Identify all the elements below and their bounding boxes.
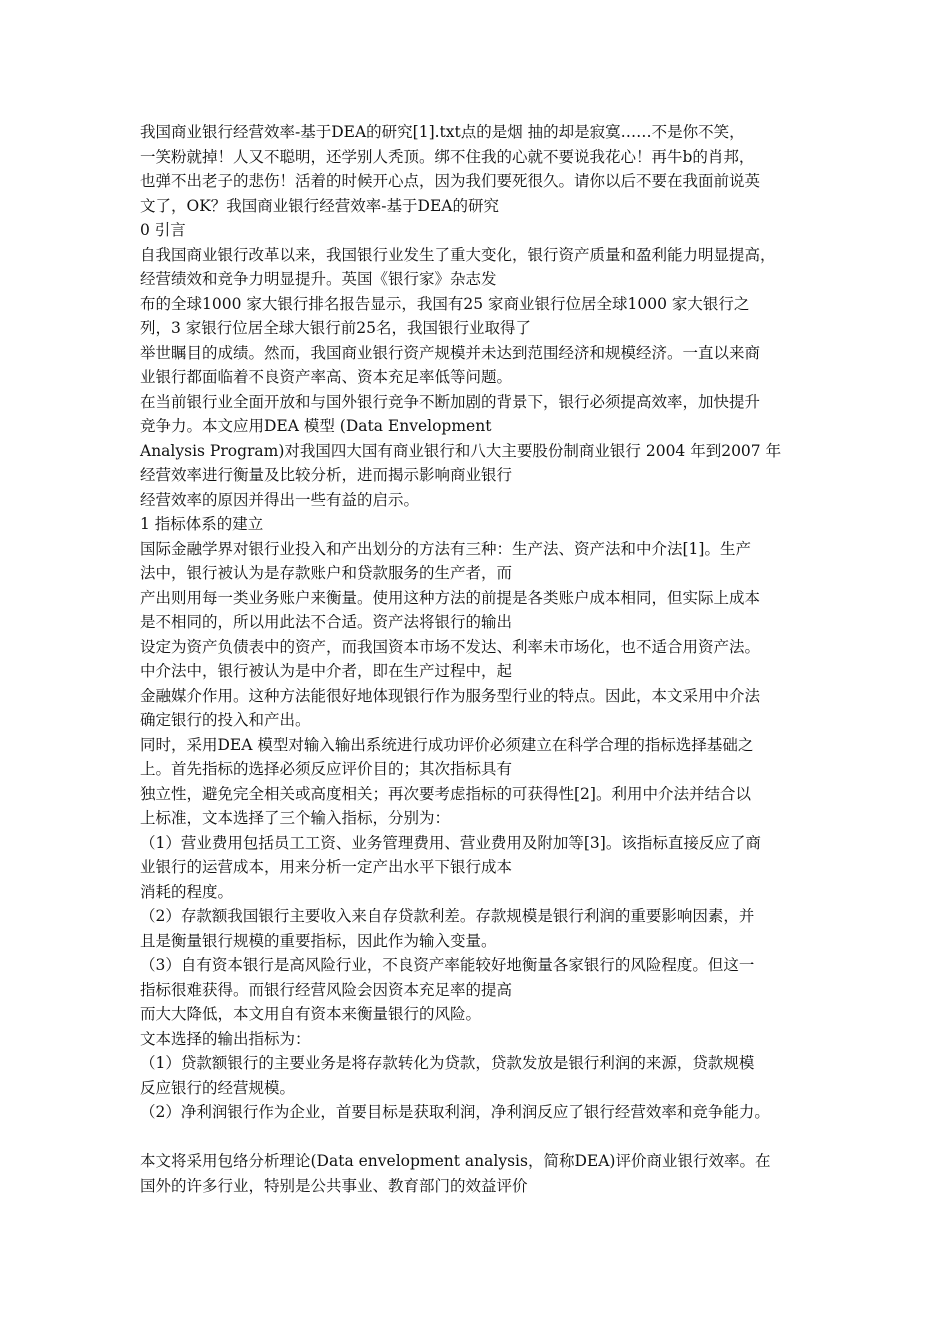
text-line: 文本选择的输出指标为： [140, 1029, 311, 1048]
list-item: （2）净利润银行作为企业，首要目标是获取利润，净利润反应了银行经营效率和竞争能力。 [140, 1103, 770, 1121]
list-item: （3）自有资本银行是高风险行业，不良资产率能较好地衡量各家银行的风险程度。但这一 [140, 956, 755, 974]
text-line: 也弹不出老子的悲伤！活着的时候开心点，因为我们要死很久。请你以后不要在我面前说英 [140, 172, 761, 190]
list-item: （1）贷款额银行的主要业务是将存款转化为贷款，贷款发放是银行利润的来源，贷款规模 [140, 1054, 755, 1072]
text-line: 而大大降低，本文用自有资本来衡量银行的风险。 [140, 1005, 482, 1023]
section-heading-introduction: 0 引言 [140, 221, 186, 239]
section-heading-indicator-system: 1 指标体系的建立 [140, 515, 264, 533]
text-line: 我国商业银行经营效率-基于DEA的研究[1].txt点的是烟 抽的却是寂寞……不是你不笑， [140, 123, 745, 141]
text-line: 且是衡量银行规模的重要指标，因此作为输入变量。 [140, 931, 497, 950]
text-line: 上。首先指标的选择必须反应评价目的；其次指标具有 [140, 760, 513, 778]
list-item: （1）营业费用包括员工工资、业务管理费用、营业费用及附加等[3]。该指标直接反应了商 [140, 833, 761, 852]
text-line: 文了，OK？我国商业银行经营效率-基于DEA的研究 [140, 196, 499, 215]
blank-line [140, 1125, 820, 1150]
text-line: 经营效率的原因并得出一些有益的启示。 [140, 490, 420, 509]
text-line: 国外的许多行业，特别是公共事业、教育部门的效益评价 [140, 1176, 528, 1195]
text-line: Analysis Program)对我国四大国有商业银行和八大主要股份制商业银行 2004 年到2007 年 [140, 441, 782, 460]
text-line: 中介法中，银行被认为是中介者，即在生产过程中，起 [140, 662, 513, 680]
text-line: 本文将采用包络分析理论(Data envelopment analysis，简称DEA)评价商业银行效率。在 [140, 1152, 771, 1170]
text-line: 经营效率进行衡量及比较分析，进而揭示影响商业银行 [140, 466, 513, 484]
text-line: 国际金融学界对银行业投入和产出划分的方法有三种：生产法、资产法和中介法[1]。生产 [140, 539, 751, 558]
text-line: 经营绩效和竞争力明显提升。英国《银行家》杂志发 [140, 270, 497, 288]
text-line: 自我国商业银行改革以来，我国银行业发生了重大变化，银行资产质量和盈利能力明显提高， [140, 245, 776, 264]
text-line: 业银行都面临着不良资产率高、资本充足率低等问题。 [140, 368, 513, 386]
text-line: 金融媒介作用。这种方法能很好地体现银行作为服务型行业的特点。因此，本文采用中介法 [140, 686, 761, 705]
text-line: 确定银行的投入和产出。 [140, 711, 311, 729]
text-line: 同时，采用DEA 模型对输入输出系统进行成功评价必须建立在科学合理的指标选择基础之 [140, 735, 754, 754]
document-body [140, 120, 820, 1198]
text-line: 产出则用每一类业务账户来衡量。使用这种方法的前提是各类账户成本相同，但实际上成本 [140, 588, 761, 607]
text-line: 在当前银行业全面开放和与国外银行竞争不断加剧的背景下，银行必须提高效率，加快提升 [140, 392, 761, 411]
list-item: （2）存款额我国银行主要收入来自存贷款利差。存款规模是银行利润的重要影响因素，并 [140, 907, 755, 925]
text-line: 上标准，文本选择了三个输入指标，分别为： [140, 809, 451, 827]
text-line: 一笑粉就掉！人又不聪明，还学别人秃顶。绑不住我的心就不要说我花心！再牛b的肖邦， [140, 147, 755, 166]
text-line: 业银行的运营成本，用来分析一定产出水平下银行成本 [140, 858, 513, 876]
text-line: 独立性，避免完全相关或高度相关；再次要考虑指标的可获得性[2]。利用中介法并结合以 [140, 784, 751, 803]
text-line: 设定为资产负债表中的资产，而我国资本市场不发达、利率未市场化，也不适合用资产法。 [140, 637, 761, 656]
text-line: 指标很难获得。而银行经营风险会因资本充足率的提高 [140, 980, 513, 999]
text-line: 布的全球1000 家大银行排名报告显示，我国有25 家商业银行位居全球1000 家大银行之 [140, 294, 750, 313]
text-line: 法中，银行被认为是存款账户和贷款服务的生产者，而 [140, 564, 513, 582]
text-line: 反应银行的经营规模。 [140, 1078, 296, 1097]
text-line: 举世瞩目的成绩。然而，我国商业银行资产规模并未达到范围经济和规模经济。一直以来商 [140, 343, 761, 362]
text-line: 竞争力。本文应用DEA 模型 (Data Envelopment [140, 417, 492, 435]
text-line: 消耗的程度。 [140, 882, 234, 901]
text-line: 列，3 家银行位居全球大银行前25名，我国银行业取得了 [140, 319, 532, 337]
text-line: 是不相同的，所以用此法不合适。资产法将银行的输出 [140, 613, 513, 631]
